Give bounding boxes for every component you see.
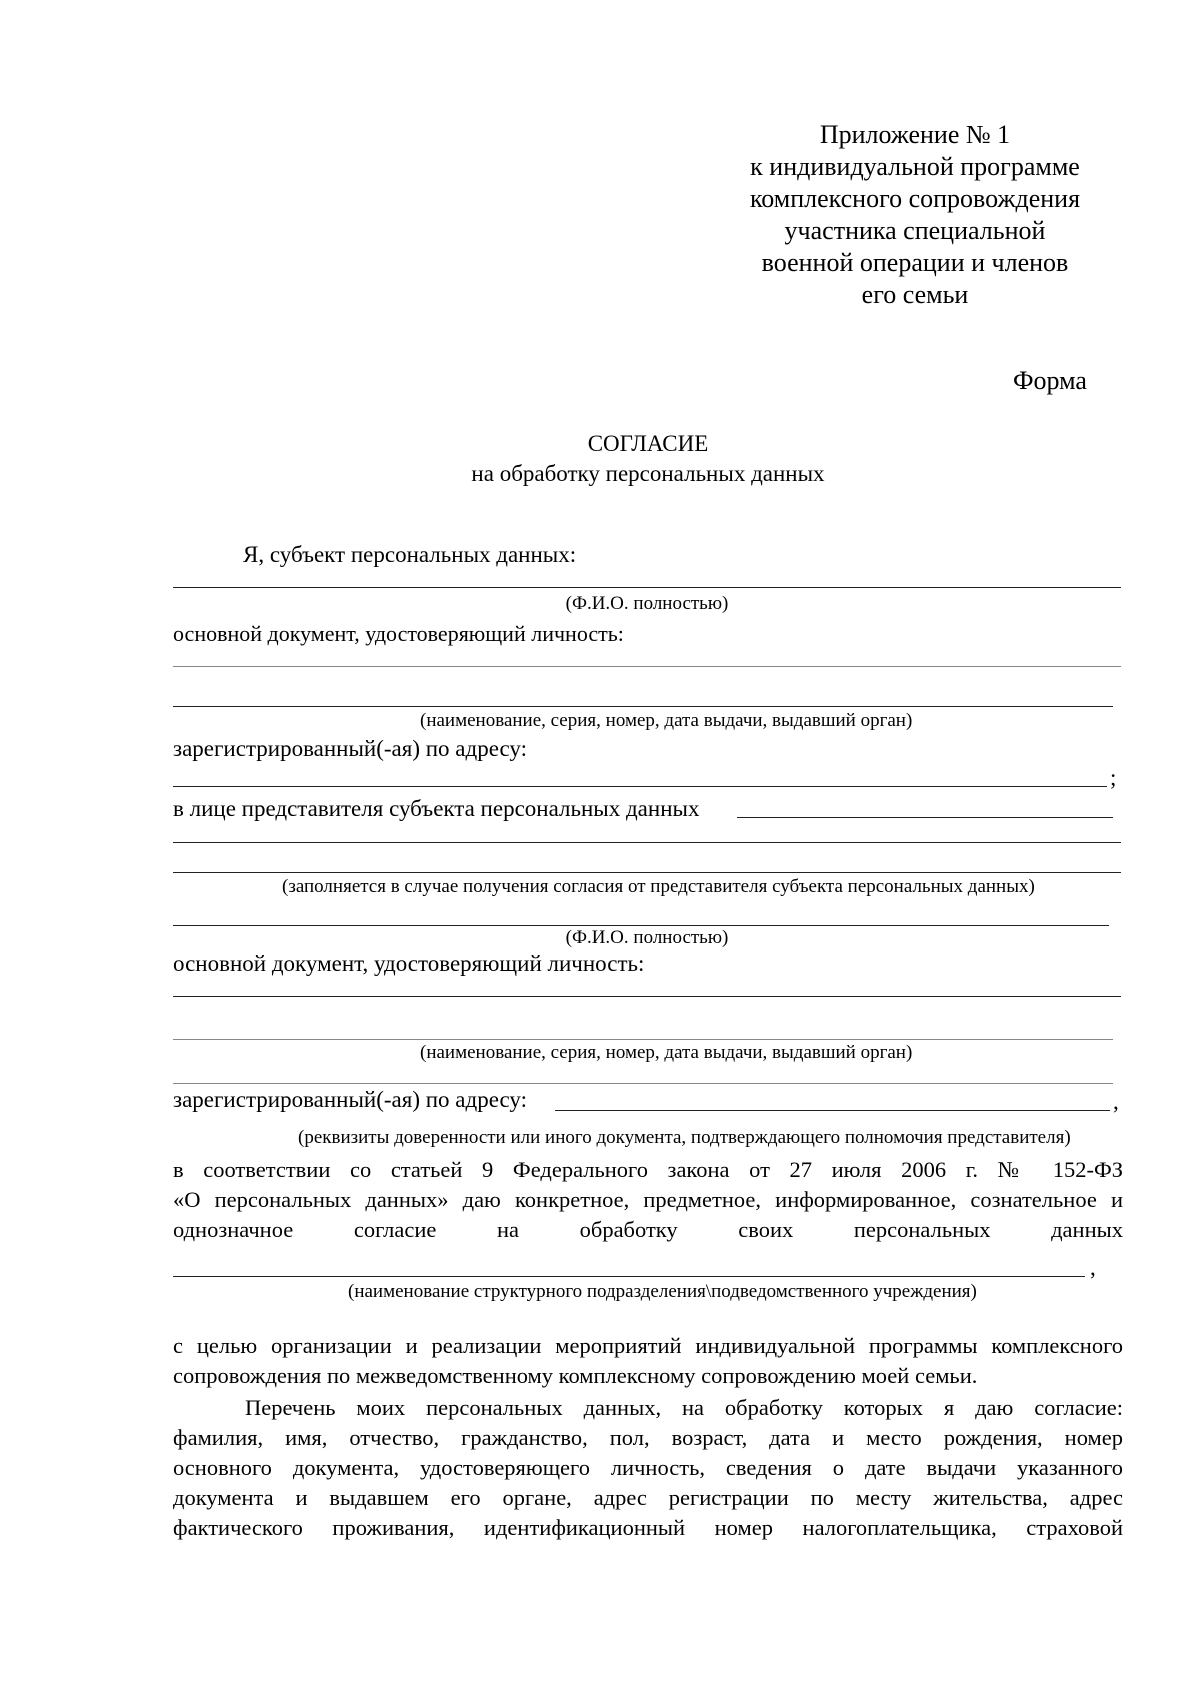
document-title: СОГЛАСИЕ (587, 431, 709, 456)
subject-fio-field[interactable] (173, 587, 1121, 588)
subject-address-field[interactable] (173, 786, 1107, 787)
representative-address-end: , (1113, 1089, 1119, 1114)
data-list-paragraph (173, 1393, 1123, 1543)
representative-doc-field-3[interactable] (173, 1083, 1113, 1084)
representative-fio-caption: (Ф.И.О. полностью) (565, 927, 729, 948)
appendix-line: военной операции и членов (761, 248, 1069, 277)
representative-caption: (заполняется в случае получения согласия от представителя субъекта персональных данных) (282, 876, 1035, 897)
representative-doc-caption: (наименование, серия, номер, дата выдачи, выдавший орган) (420, 1042, 913, 1063)
representative-extra-field-2[interactable] (173, 872, 1121, 873)
subject-fio-caption: (Ф.И.О. полностью) (565, 593, 729, 614)
subject-doc-label: основной документ, удостоверяющий личность: (173, 621, 624, 646)
purpose-paragraph (173, 1331, 1123, 1391)
appendix-line: комплексного сопровождения (749, 184, 1081, 213)
organization-caption: (наименование структурного подразделения\подведомственного учреждения) (348, 1281, 977, 1302)
representative-doc-field-1[interactable] (173, 996, 1121, 997)
subject-address-end: ; (1110, 765, 1117, 790)
form-label: Форма (1013, 366, 1087, 395)
representative-power-caption: (реквизиты доверенности или иного документа, подтверждающего полномочия представителя) (298, 1127, 1071, 1148)
data-list-line: фамилия, имя, отчество, гражданство, пол, возраст, дата и место рождения, номер (173, 1425, 1123, 1450)
representative-address-field[interactable] (555, 1110, 1110, 1111)
consent-line: однозначное согласие на обработку своих персональных данных (173, 1217, 1123, 1242)
subject-doc-field-1[interactable] (173, 666, 1121, 667)
appendix-line: его семьи (861, 280, 969, 309)
consent-paragraph (173, 1155, 1123, 1245)
representative-doc-label: основной документ, удостоверяющий личность: (173, 951, 645, 976)
appendix-line: участника специальной (784, 216, 1046, 245)
subject-address-label: зарегистрированный(-ая) по адресу: (173, 736, 527, 761)
data-list-line: документа и выдавшем его органе, адрес регистрации по месту жительства, адрес (173, 1485, 1123, 1510)
representative-extra-field-1[interactable] (173, 842, 1121, 843)
consent-line: в соответствии со статьей 9 Федерального закона от 27 июля 2006 г. № 152-ФЗ (173, 1157, 1123, 1182)
representative-address-label: зарегистрированный(-ая) по адресу: (173, 1087, 527, 1112)
purpose-line: сопровождения по межведомственному комплексному сопровождению моей семьи. (173, 1363, 978, 1388)
appendix-title: Приложение № 1 (819, 120, 1011, 149)
consent-line: «О персональных данных» даю конкретное, предметное, информированное, сознательное и (173, 1187, 1123, 1212)
document-subtitle: на обработку персональных данных (471, 461, 825, 486)
representative-doc-field-2[interactable] (173, 1039, 1113, 1040)
representative-label: в лице представителя субъекта персональных данных (173, 796, 700, 821)
organization-field[interactable] (173, 1276, 1085, 1277)
subject-doc-field-2[interactable] (173, 706, 1113, 707)
data-list-line: основного документа, удостоверяющего личность, сведения о дате выдачи указанного (173, 1455, 1123, 1480)
subject-doc-caption: (наименование, серия, номер, дата выдачи, выдавший орган) (420, 710, 913, 731)
data-list-line: Перечень моих персональных данных, на обработку которых я даю согласие: (245, 1395, 1123, 1420)
representative-name-field[interactable] (737, 817, 1113, 818)
purpose-line: с целью организации и реализации мероприятий индивидуальной программы комплексного (173, 1333, 1123, 1358)
subject-intro: Я, субъект персональных данных: (243, 542, 577, 567)
organization-end: , (1090, 1255, 1096, 1280)
data-list-line: фактического проживания, идентификационный номер налогоплательщика, страховой (173, 1515, 1123, 1540)
appendix-line: к индивидуальной программе (750, 152, 1080, 181)
